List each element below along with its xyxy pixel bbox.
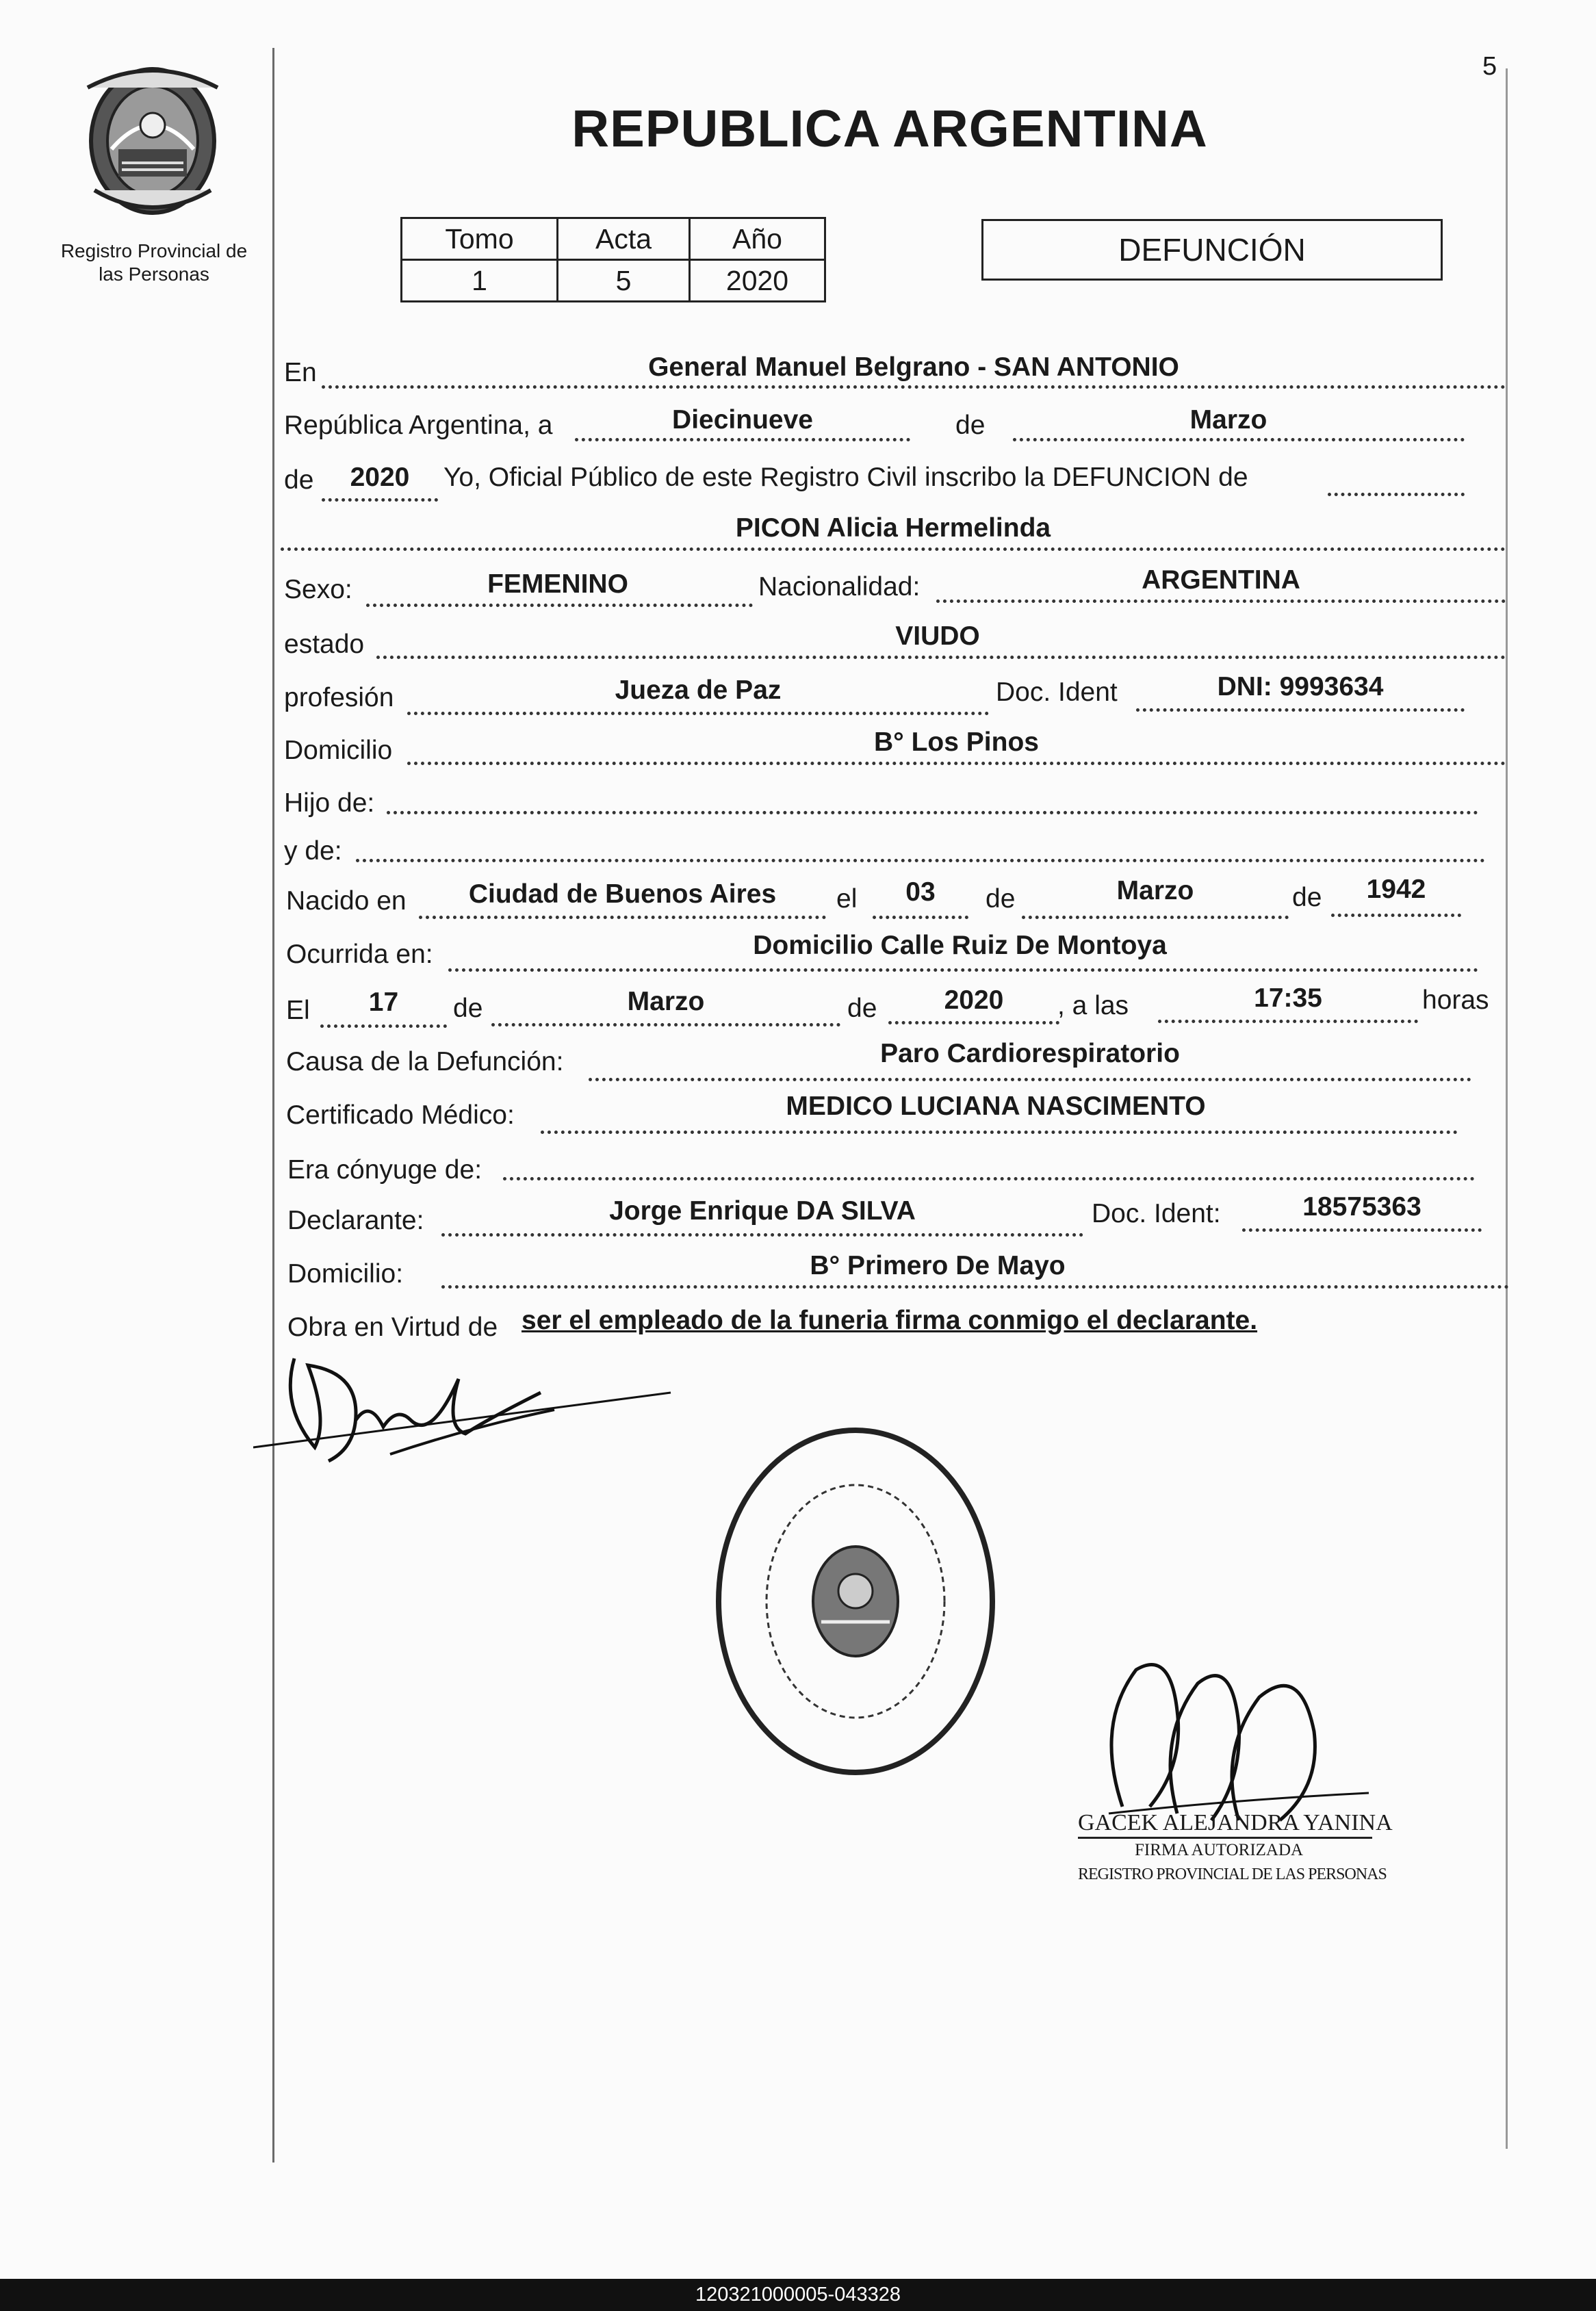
a-las-label: , a las [1057,991,1129,1020]
tomo-value: 1 [402,260,558,302]
dotted-line [936,599,1506,603]
dotted-line [491,1023,840,1027]
declarante-doc-value: 18575363 [1302,1192,1421,1222]
table-header-cell: Año [690,218,825,260]
domicilio-value: B° Los Pinos [874,727,1039,757]
dotted-line [407,762,1506,765]
profesion-value: Jueza de Paz [615,675,782,705]
sexo-value: FEMENINO [487,569,628,599]
declarant-signature-icon [253,1352,678,1468]
estado-value: VIUDO [895,621,980,651]
dotted-line [320,1024,447,1028]
dotted-line [541,1131,1458,1134]
nacido-anio-value: 1942 [1366,875,1426,904]
dotted-line [1242,1228,1482,1232]
page-title: REPUBLICA ARGENTINA [571,100,1208,158]
domicilio-label: Domicilio: [287,1259,404,1289]
nacido-lugar-value: Ciudad de Buenos Aires [468,879,777,909]
dotted-line [873,916,968,919]
republica-label: República Argentina, a [284,411,553,440]
table-header-cell: Tomo [402,218,558,260]
dotted-line [356,859,1485,862]
dotted-line [419,916,826,919]
inscribo-text: Yo, Oficial Público de este Registro Civil inscribo la DEFUNCION de [443,463,1248,492]
ocurrida-value: Domicilio Calle Ruiz De Montoya [753,931,1167,960]
dotted-line [1136,708,1465,712]
official-name: GACEK ALEJANDRA YANINA [1078,1810,1393,1835]
official-stamp-icon [705,1417,1006,1786]
official-org: REGISTRO PROVINCIAL DE LAS PERSONAS [1078,1865,1387,1883]
month-value: Marzo [1189,405,1267,435]
en-label: En [284,358,317,387]
dotted-line [1328,493,1465,496]
nacionalidad-value: ARGENTINA [1142,565,1300,595]
declarante-value: Jorge Enrique DA SILVA [609,1196,916,1226]
nacionalidad-label: Nacionalidad: [758,572,921,602]
table-row [402,218,825,260]
dotted-line [448,968,1478,972]
dotted-line [322,385,1506,389]
el-label: el [836,884,858,914]
de-label: de [986,884,1016,914]
dotted-line [503,1177,1475,1180]
day-words-value: Diecinueve [672,405,813,435]
anio-value: 2020 [690,260,825,302]
deceased-name-value: PICON Alicia Hermelinda [735,513,1051,543]
registry-name-line2: las Personas [99,263,209,285]
registry-name-line1: Registro Provincial de [60,240,248,261]
dotted-line [1013,438,1465,441]
dotted-line [1158,1020,1418,1023]
dotted-line [322,498,438,502]
dotted-line [407,712,989,715]
obra-value: ser el empleado de la funeria firma conmigo el declarante. [522,1306,1258,1335]
conyuge-label: Era cónyuge de: [287,1155,482,1185]
de-label: de [453,994,483,1023]
register-table [400,217,826,302]
official-signature-icon [1095,1656,1424,1827]
de-label: de [847,994,877,1023]
ocurrida-label: Ocurrida en: [286,940,433,969]
page-number: 5 [1482,52,1497,81]
hijo-de-label: Hijo de: [284,788,375,818]
dotted-line [1331,914,1461,917]
de-label: de [1292,883,1322,912]
declarante-label: Declarante: [287,1206,424,1235]
dotted-line [376,656,1506,659]
muerte-hora-value: 17:35 [1254,983,1322,1013]
dotted-line [1022,916,1289,919]
nacido-dia-value: 03 [905,877,936,907]
causa-value: Paro Cardiorespiratorio [880,1039,1180,1068]
muerte-mes-value: Marzo [627,987,705,1016]
nacido-en-label: Nacido en [286,886,407,916]
doc-ident-label: Doc. Ident: [1092,1199,1221,1228]
dotted-line [888,1021,1059,1024]
dotted-line [589,1078,1471,1081]
causa-label: Causa de la Defunción: [286,1047,564,1076]
domicilio-label: Domicilio [284,736,393,765]
doc-ident-value: DNI: 9993634 [1217,672,1384,701]
dotted-line [281,547,1506,551]
signature-line [1078,1837,1372,1839]
obra-label: Obra en Virtud de [287,1313,498,1342]
muerte-dia-value: 17 [368,987,399,1017]
horas-label: horas [1422,985,1489,1015]
province-seal-icon [81,60,224,218]
dotted-line [387,811,1478,814]
domicilio-declarante-value: B° Primero De Mayo [810,1251,1066,1280]
acta-value: 5 [558,260,690,302]
left-margin-line [272,48,274,2162]
nacido-mes-value: Marzo [1116,876,1194,905]
table-header-cell: Acta [558,218,690,260]
certificado-value: MEDICO LUCIANA NASCIMENTO [786,1092,1206,1121]
locality-value: General Manuel Belgrano - SAN ANTONIO [648,352,1179,382]
footer-code: 120321000005-043328 [0,2279,1596,2311]
estado-label: estado [284,630,365,659]
certificado-label: Certificado Médico: [286,1100,515,1130]
official-title: FIRMA AUTORIZADA [1135,1841,1304,1859]
doc-ident-label: Doc. Ident [996,677,1118,707]
y-de-label: y de: [284,836,342,866]
profesion-label: profesión [284,683,394,712]
dotted-line [366,604,753,607]
muerte-anio-value: 2020 [944,985,1004,1015]
sexo-label: Sexo: [284,575,352,604]
document-type-box: DEFUNCIÓN [981,219,1443,281]
de-label: de [284,465,314,495]
dotted-line [575,438,910,441]
dotted-line [441,1285,1509,1289]
de-label: de [955,411,986,440]
el-label: El [286,996,310,1025]
dotted-line [441,1233,1083,1237]
right-margin-line [1506,68,1508,2149]
year-value: 2020 [350,463,410,492]
table-row [402,260,825,302]
